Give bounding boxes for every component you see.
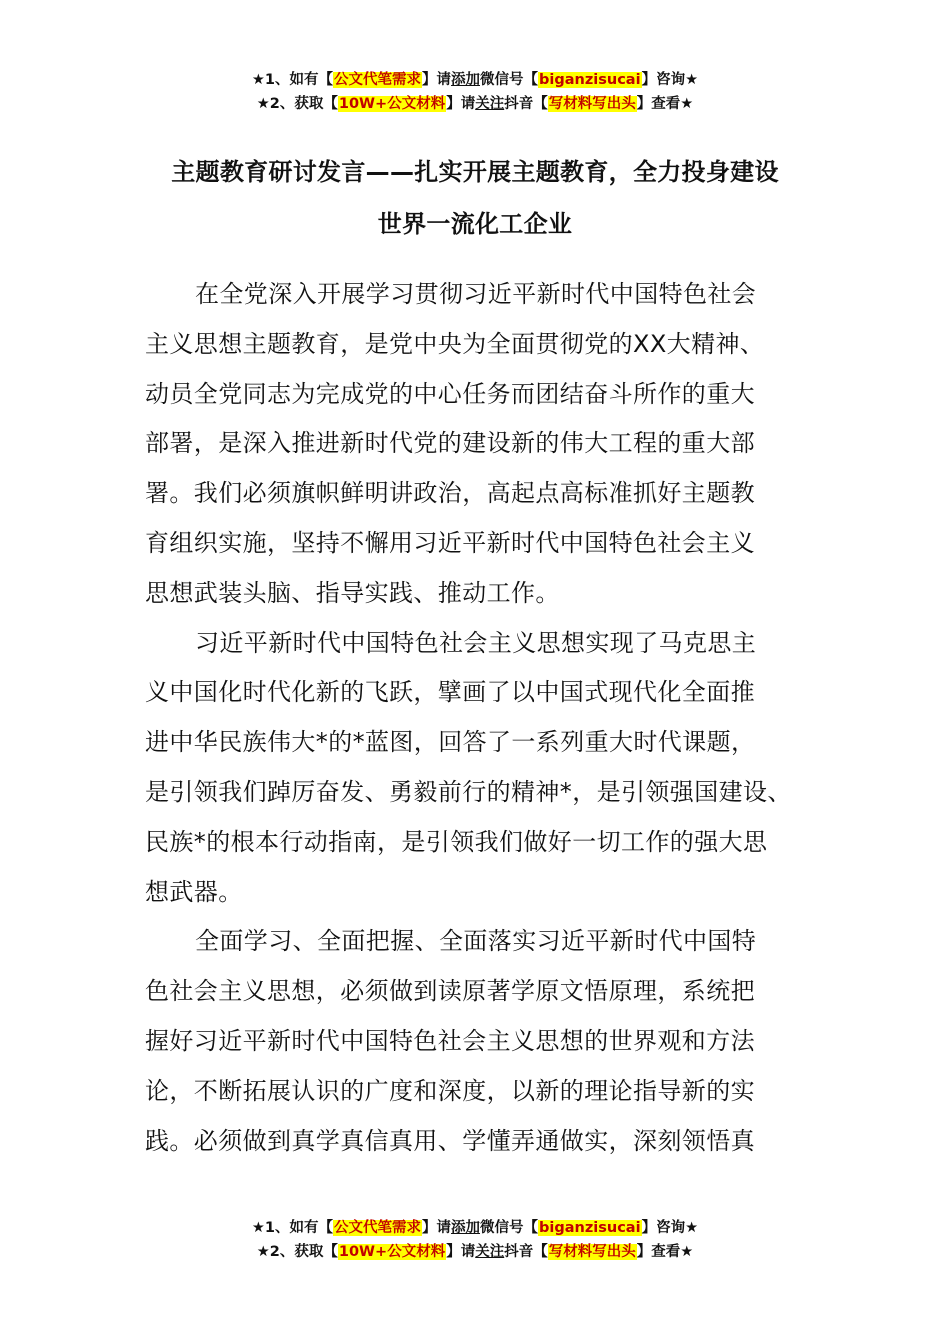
banner-text: 微信号【 [480,1220,539,1236]
banner-text: 微信号【 [480,72,539,88]
document-title [120,146,830,250]
banner-text: 】查看★ [636,96,694,112]
banner-text: 】请 [446,96,476,112]
banner-line-2 [0,92,950,116]
body-line: 全面学习、全面把握、全面落实习近平新时代中国特 [195,927,757,956]
banner-highlight: 10W+公文材料 [338,96,446,112]
banner-text: ★1、如有【 [251,72,334,88]
banner-text: 抖音【 [504,1244,548,1260]
body-line: 义中国化时代化新的飞跃，擘画了以中国式现代化全面推 [145,678,755,707]
banner-highlight: 写材料写出头 [548,96,636,112]
banner-text: 】查看★ [636,1244,694,1260]
top-banner [0,68,950,116]
body-line: 握好习近平新时代中国特色社会主义思想的世界观和方法 [145,1026,755,1055]
banner-line-2 [0,1240,950,1264]
body-line: 动员全党同志为完成党的中心任务而团结奋斗所作的重大 [145,379,755,408]
banner-highlight: 写材料写出头 [548,1244,636,1260]
body-line: 在全党深入开展学习贯彻习近平新时代中国特色社会 [195,280,757,308]
body-line: 部署，是深入推进新时代党的建设新的伟大工程的重大部 [145,429,755,458]
body-line: 民族*的根本行动指南，是引领我们做好一切工作的强大思 [145,827,768,856]
banner-underlined: 添加 [451,1220,481,1236]
bottom-banner [0,1216,950,1264]
banner-underlined: 关注 [475,96,505,112]
body-line: 想武器。 [145,877,243,906]
body-line: 色社会主义思想，必须做到读原著学原文悟原理，系统把 [145,977,755,1006]
body-line: 思想武装头脑、指导实践、推动工作。 [145,578,560,607]
banner-text: 】咨询★ [641,1220,699,1236]
banner-underlined: 添加 [451,72,481,88]
body-line: 进中华民族伟大*的*蓝图，回答了一系列重大时代课题， [145,728,756,757]
banner-text: ★2、获取【 [256,1244,338,1260]
document-body [145,270,825,1166]
banner-highlight: 10W+公文材料 [338,1244,446,1260]
body-line: 论，不断拓展认识的广度和深度，以新的理论指导新的实 [145,1076,755,1105]
banner-line-1 [0,1216,950,1240]
body-line: 习近平新时代中国特色社会主义思想实现了马克思主 [195,628,757,657]
body-line: 践。必须做到真学真信真用、学懂弄通做实，深刻领悟真 [145,1126,755,1155]
title-line-2: 世界一流化工企业 [377,210,573,238]
banner-text: 】请 [422,1220,452,1236]
banner-line-1 [0,68,950,92]
banner-underlined: 关注 [475,1244,505,1260]
body-line: 育组织实施，坚持不懈用习近平新时代中国特色社会主义 [145,528,755,557]
banner-highlight: biganzisucai [539,72,641,88]
banner-text: 抖音【 [504,96,548,112]
banner-text: ★1、如有【 [251,1220,334,1236]
banner-highlight: biganzisucai [539,1220,641,1236]
banner-highlight: 公文代笔需求 [334,72,422,88]
body-line: 是引领我们踔厉奋发、勇毅前行的精神*，是引领强国建设、 [145,777,792,806]
banner-highlight: 公文代笔需求 [334,1220,422,1236]
banner-text: 】请 [446,1244,476,1260]
banner-text: ★2、获取【 [256,96,338,112]
body-line: 署。我们必须旗帜鲜明讲政治，高起点高标准抓好主题教 [145,479,755,508]
banner-text: 】请 [422,72,452,88]
body-line: 主义思想主题教育，是党中央为全面贯彻党的XX大精神、 [145,329,765,358]
title-line-1: 主题教育研讨发言——扎实开展主题教育，全力投身建设 [171,158,779,186]
banner-text: 】咨询★ [641,72,699,88]
